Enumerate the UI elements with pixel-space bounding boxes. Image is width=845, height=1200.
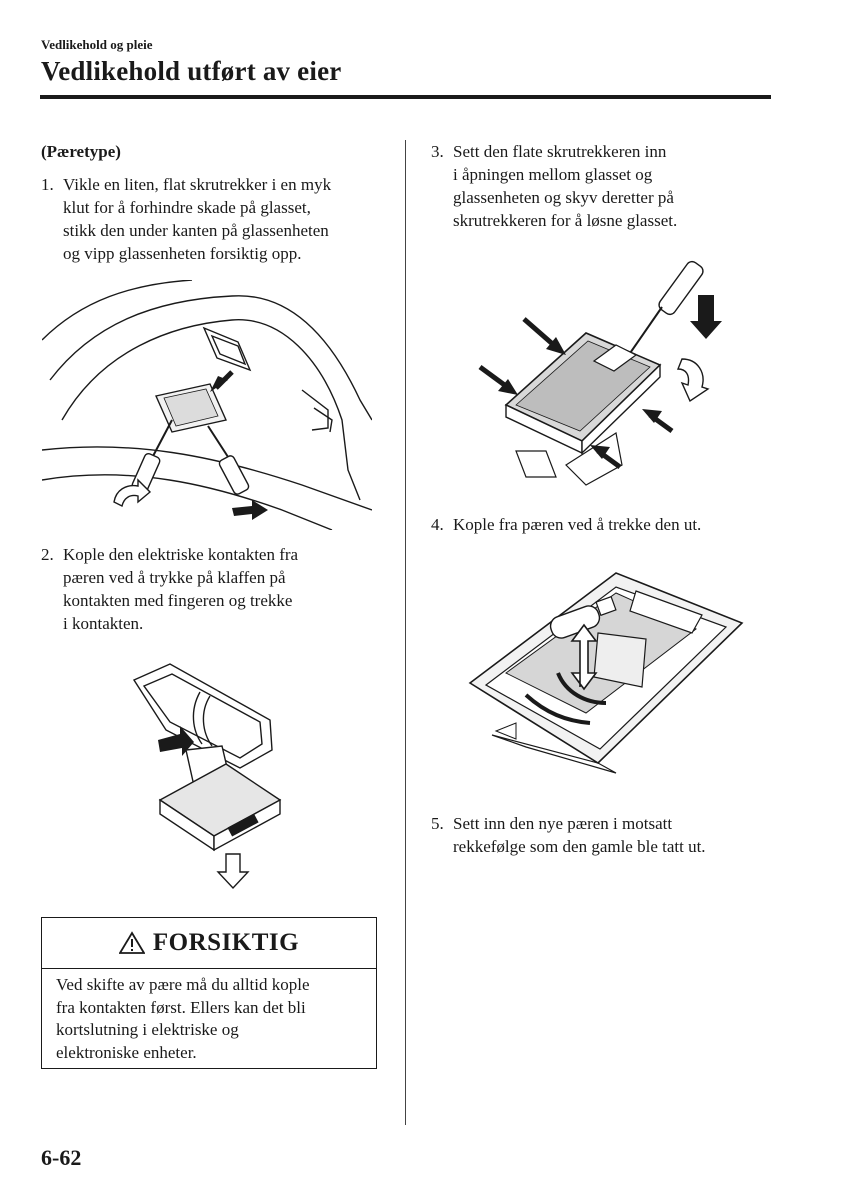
step-3-text bbox=[453, 140, 677, 232]
caution-box bbox=[41, 917, 377, 1069]
step-4 bbox=[431, 513, 771, 537]
step-2-line: kontakten med fingeren og trekke bbox=[63, 591, 293, 610]
step-3-number: 3. bbox=[431, 142, 444, 161]
caution-title: FORSIKTIG bbox=[152, 929, 300, 956]
caution-text bbox=[42, 969, 376, 1064]
page-number: 6-62 bbox=[41, 1145, 82, 1170]
step-2-line: i kontakten. bbox=[63, 614, 144, 633]
step-1-line: stikk den under kanten på glassenheten bbox=[63, 221, 329, 240]
caution-line: fra kontakten først. Ellers kan det bli bbox=[56, 997, 306, 1017]
step-1-text bbox=[63, 173, 331, 265]
step-5-text bbox=[453, 812, 706, 858]
page-title: Vedlikehold utført av eier bbox=[41, 56, 342, 86]
warning-triangle-icon bbox=[119, 931, 145, 955]
step-4-line: Kople fra pæren ved å trekke den ut. bbox=[453, 515, 702, 534]
step-5-line: rekkefølge som den gamle ble tatt ut. bbox=[453, 837, 706, 856]
step-2-line: Kople den elektriske kontakten fra bbox=[63, 545, 299, 564]
step-4-text bbox=[453, 513, 701, 536]
title-rule bbox=[40, 95, 771, 99]
step-5-line: Sett inn den nye pæren i motsatt bbox=[453, 814, 673, 833]
caution-line: elektroniske enheter. bbox=[56, 1042, 197, 1062]
figure-lift-lens bbox=[42, 280, 372, 530]
step-5-number: 5. bbox=[431, 814, 444, 833]
step-5 bbox=[431, 812, 771, 860]
step-3 bbox=[431, 140, 771, 236]
step-1-line: Vikle en liten, flat skrutrekker i en myk bbox=[63, 175, 332, 194]
step-2-text bbox=[63, 543, 298, 635]
step-4-number: 4. bbox=[431, 515, 444, 534]
step-1-number: 1. bbox=[41, 175, 54, 194]
step-2 bbox=[41, 543, 381, 639]
step-3-line: Sett den flate skrutrekkeren inn bbox=[453, 142, 667, 161]
figure-disconnect-connector bbox=[130, 660, 290, 900]
section-label: Vedlikehold og pleie bbox=[41, 37, 153, 52]
step-1-line: klut for å forhindre skade på glasset, bbox=[63, 198, 311, 217]
figure-release-glass bbox=[476, 255, 726, 490]
step-2-number: 2. bbox=[41, 545, 54, 564]
step-1-line: og vipp glassenheten forsiktig opp. bbox=[63, 244, 302, 263]
step-1 bbox=[41, 173, 381, 269]
subheading-bulb-type: (Pæretype) bbox=[41, 142, 121, 161]
caution-header bbox=[42, 918, 376, 969]
step-3-line: skrutrekkeren for å løsne glasset. bbox=[453, 211, 678, 230]
column-divider bbox=[405, 140, 406, 1125]
step-3-line: glassenheten og skyv deretter på bbox=[453, 188, 674, 207]
caution-line: Ved skifte av pære må du alltid kople bbox=[56, 975, 310, 994]
caution-line: kortslutning i elektriske og bbox=[56, 1020, 239, 1039]
step-2-line: pæren ved å trykke på klaffen på bbox=[63, 568, 286, 587]
step-3-line: i åpningen mellom glasset og bbox=[453, 165, 653, 184]
figure-remove-bulb bbox=[466, 563, 746, 783]
